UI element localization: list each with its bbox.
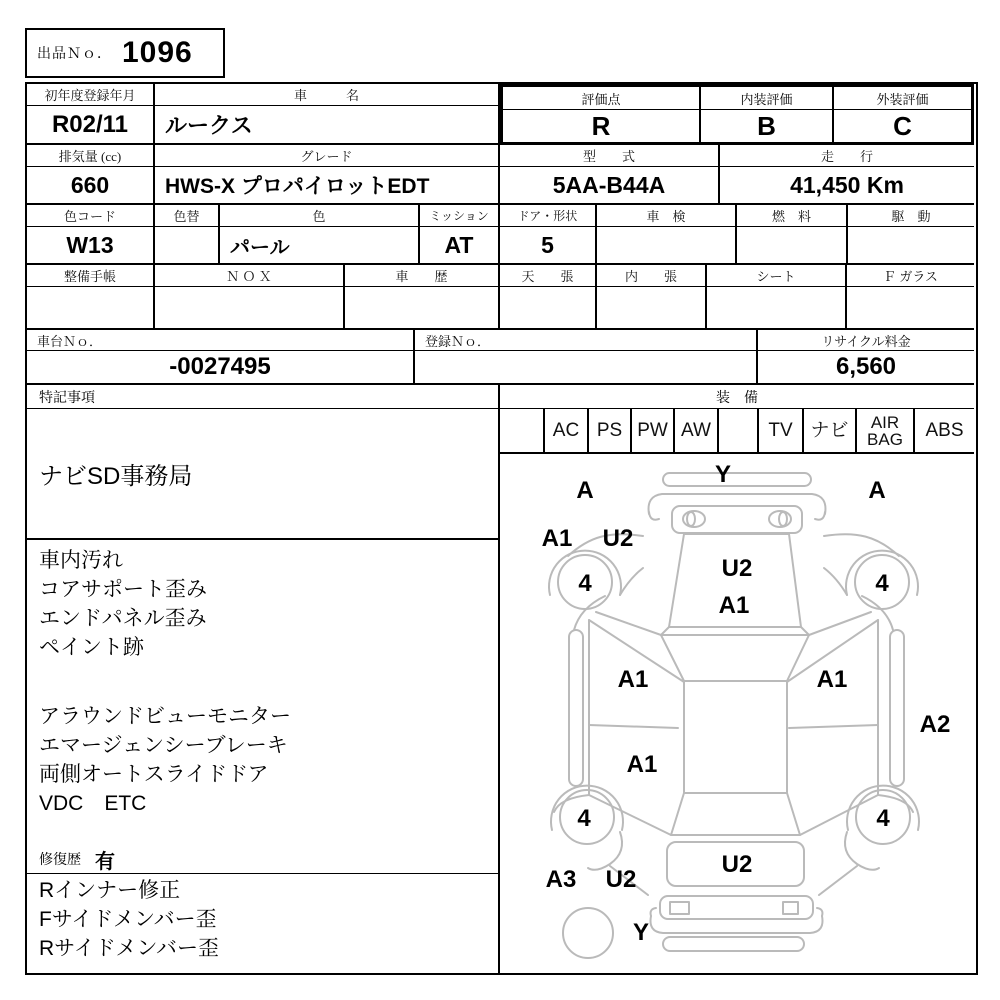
service-book-label: 整備手帳 bbox=[27, 265, 155, 287]
seat-label: シート bbox=[707, 265, 847, 287]
repair-history-row bbox=[27, 845, 500, 874]
interior-col bbox=[701, 87, 834, 142]
damage-label-left-front-door: A1 bbox=[617, 666, 649, 693]
notes-block2 bbox=[27, 540, 500, 845]
door-trim-label: 内 張 bbox=[597, 265, 707, 287]
reg-no-label: 登録Ｎｏ． bbox=[415, 330, 758, 351]
equip-cell-abs: ABS bbox=[925, 420, 964, 441]
note-line: VDC ETC bbox=[39, 792, 147, 815]
equip-cell-empty1 bbox=[500, 409, 545, 452]
repair-history-value: 有 bbox=[95, 850, 115, 873]
damage-label-rear-left-wheel: 4 bbox=[577, 805, 591, 832]
drive-label: 駆 動 bbox=[848, 205, 974, 227]
recycle-fee-value: 6,560 bbox=[758, 351, 974, 385]
damage-label-right-front-door: A1 bbox=[816, 666, 848, 693]
door-trim-value bbox=[597, 287, 707, 330]
car-name-label: 車 名 bbox=[155, 84, 500, 106]
auction-no-label: 出品Ｎｏ． bbox=[37, 47, 112, 62]
color-code-value: W13 bbox=[27, 227, 155, 265]
repair-notes bbox=[27, 874, 500, 973]
displacement-label: 排気量 (cc) bbox=[27, 145, 155, 167]
headliner-label: 天 張 bbox=[500, 265, 597, 287]
transmission-value: AT bbox=[420, 227, 500, 265]
damage-label-front-left-wheel: 4 bbox=[578, 570, 592, 597]
equip-cell-ps: PS bbox=[589, 409, 632, 452]
first-reg-value: R02/11 bbox=[27, 106, 155, 145]
color-change-value bbox=[155, 227, 220, 265]
car-top-view-svg bbox=[500, 454, 974, 973]
chassis-no-label: 車台Ｎｏ． bbox=[27, 330, 415, 351]
note-line: 両側オートスライドドア bbox=[39, 763, 269, 786]
chassis-no-value: -0027495 bbox=[27, 351, 415, 385]
car-name-value: ルークス bbox=[155, 106, 500, 145]
evaluation-block bbox=[500, 84, 974, 145]
notes-header: 特記事項 bbox=[27, 385, 500, 409]
auction-no-value: 1096 bbox=[122, 36, 193, 69]
grade-value: HWS-X プロパイロットEDT bbox=[155, 167, 500, 205]
color-label: 色 bbox=[220, 205, 420, 227]
damage-label-front-bumper: Y bbox=[714, 461, 732, 488]
seat-value bbox=[707, 287, 847, 330]
color-code-label: 色コード bbox=[27, 205, 155, 227]
damage-label-front-left-fender: A1 bbox=[541, 525, 573, 552]
note-line: エマージェンシーブレーキ bbox=[39, 734, 288, 757]
exterior-value: C bbox=[893, 110, 912, 141]
note-line: アラウンドビューモニター bbox=[39, 705, 291, 728]
repair-line: Rインナー修正 bbox=[39, 879, 181, 902]
f-glass-value bbox=[847, 287, 974, 330]
auction-no-box bbox=[25, 28, 225, 78]
equip-cell-pw: PW bbox=[632, 409, 675, 452]
color-value: パール bbox=[220, 227, 420, 265]
note-line: エンドパネル歪み bbox=[39, 607, 207, 630]
score-label: 評価点 bbox=[503, 87, 699, 110]
damage-label-hood-lower: A1 bbox=[718, 592, 750, 619]
damage-label-front-left-corner: A bbox=[576, 477, 594, 504]
mileage-value: 41,450 Km bbox=[720, 167, 974, 205]
inspection-label: 車 検 bbox=[597, 205, 737, 227]
drive-value bbox=[848, 227, 974, 265]
equipment-row bbox=[500, 409, 974, 454]
headliner-value bbox=[500, 287, 597, 330]
recycle-fee-label: リサイクル料金 bbox=[758, 330, 974, 351]
model-code-value: 5AA-B44A bbox=[500, 167, 720, 205]
note-line: ペイント跡 bbox=[39, 636, 144, 659]
score-col bbox=[503, 87, 701, 142]
doors-value: 5 bbox=[500, 227, 597, 265]
exterior-label: 外装評価 bbox=[834, 87, 971, 110]
grade-label: グレード bbox=[155, 145, 500, 167]
history-label: 車 歴 bbox=[345, 265, 500, 287]
exterior-col bbox=[834, 87, 971, 142]
score-value: R bbox=[591, 110, 611, 141]
equipment-header: 装 備 bbox=[500, 385, 974, 409]
transmission-label: ミッション bbox=[420, 205, 500, 227]
f-glass-label: Ｆ ガラス bbox=[847, 265, 974, 287]
nox-value bbox=[155, 287, 345, 330]
doors-label: ドア・形状 bbox=[500, 205, 597, 227]
damage-label-right-side: A2 bbox=[919, 711, 951, 738]
fuel-value bbox=[737, 227, 848, 265]
equip-cell-navi: ナビ bbox=[804, 409, 857, 452]
displacement-value: 660 bbox=[27, 167, 155, 205]
note-line: コアサポート歪み bbox=[39, 578, 207, 601]
note-line: 車内汚れ bbox=[39, 549, 123, 572]
damage-label-tailgate: U2 bbox=[721, 851, 753, 878]
repair-line: Rサイドメンバー歪 bbox=[39, 937, 220, 960]
model-code-label: 型 式 bbox=[500, 145, 720, 167]
damage-label-left-rear-door: A1 bbox=[626, 751, 658, 778]
damage-label-hood-upper: U2 bbox=[721, 555, 753, 582]
mileage-label: 走 行 bbox=[720, 145, 974, 167]
history-value bbox=[345, 287, 500, 330]
equip-cell-aw: AW bbox=[675, 409, 719, 452]
equip-cell-ac: AC bbox=[545, 409, 589, 452]
damage-label-front-left-area: U2 bbox=[602, 525, 634, 552]
interior-value: B bbox=[757, 110, 776, 141]
color-change-label: 色替 bbox=[155, 205, 220, 227]
damage-label-rear-bumper: Y bbox=[632, 919, 650, 946]
interior-label: 内装評価 bbox=[701, 87, 832, 110]
equip-cell-tv: TV bbox=[759, 409, 804, 452]
nox-label: Ｎ Ｏ Ｘ bbox=[155, 265, 345, 287]
main-table bbox=[25, 82, 978, 975]
damage-label-rear-left-quarter: A3 bbox=[545, 866, 577, 893]
inspection-value bbox=[597, 227, 737, 265]
damage-label-front-right-wheel: 4 bbox=[875, 570, 889, 597]
service-book-value bbox=[27, 287, 155, 330]
damage-label-rear-left-area: U2 bbox=[605, 866, 637, 893]
damage-diagram bbox=[500, 454, 974, 973]
repair-line: Fサイドメンバー歪 bbox=[39, 908, 217, 931]
damage-label-front-right-corner: A bbox=[868, 477, 886, 504]
first-reg-label: 初年度登録年月 bbox=[27, 84, 155, 106]
repair-history-label: 修復歴 bbox=[39, 853, 81, 868]
equip-cell-empty2 bbox=[719, 409, 759, 452]
equip-cell-airbag: AIR BAG bbox=[857, 409, 915, 452]
notes-block1: ナビSD事務局 bbox=[27, 409, 500, 540]
damage-label-rear-right-wheel: 4 bbox=[876, 805, 890, 832]
reg-no-value bbox=[415, 351, 758, 385]
fuel-label: 燃 料 bbox=[737, 205, 848, 227]
